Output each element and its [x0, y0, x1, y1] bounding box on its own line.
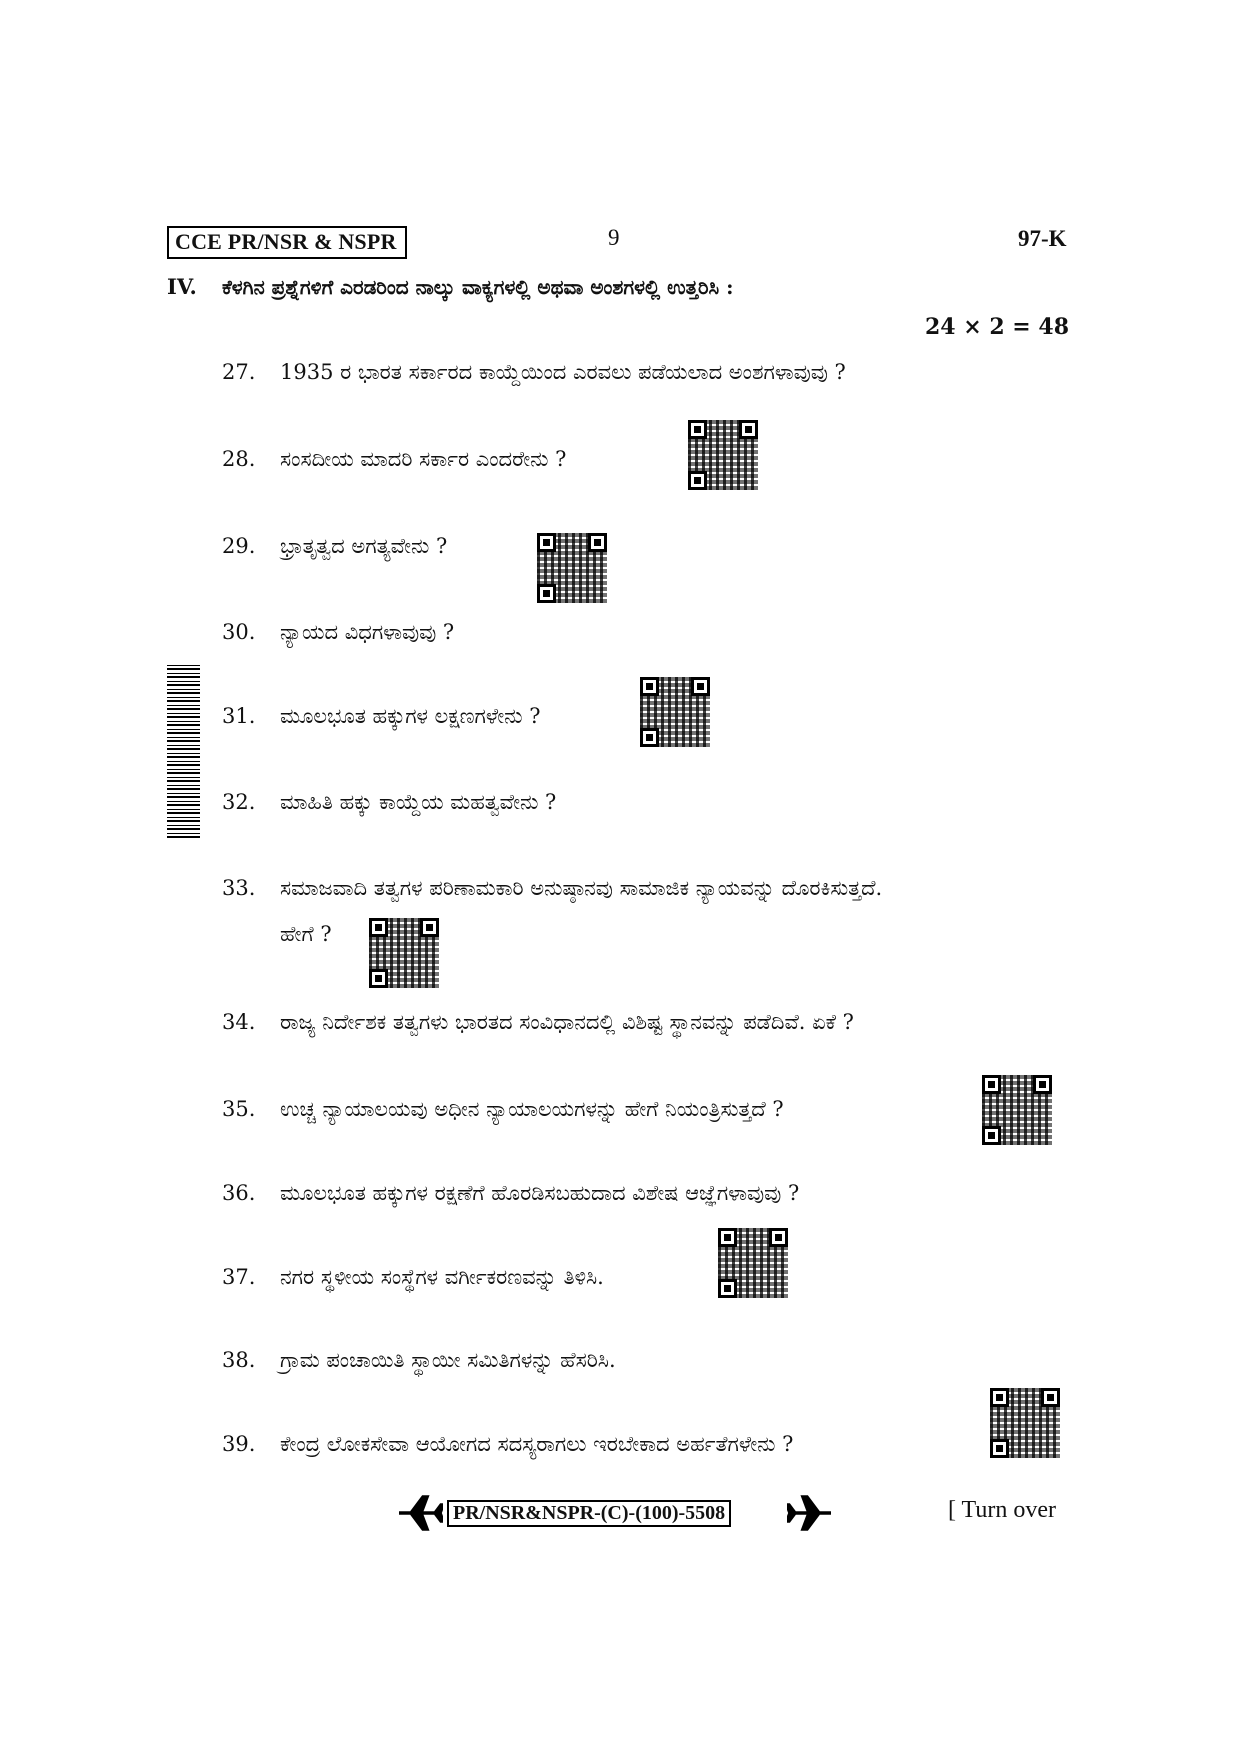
question-number: 29.	[222, 534, 256, 558]
question-number: 33.	[222, 876, 256, 900]
question-text: ಸಂಸದೀಯ ಮಾದರಿ ಸರ್ಕಾರ ಎಂದರೇನು ?	[280, 447, 567, 471]
question-39	[222, 1432, 793, 1457]
footer-code-box: PR/NSR&NSPR-(C)-(100)-5508	[447, 1500, 731, 1527]
question-number: 34.	[222, 1010, 256, 1034]
question-number: 30.	[222, 620, 256, 644]
question-30	[222, 620, 454, 645]
question-number: 28.	[222, 447, 256, 471]
question-35	[222, 1097, 784, 1122]
question-number: 32.	[222, 790, 256, 814]
question-text: ಮೂಲಭೂತ ಹಕ್ಕುಗಳ ಲಕ್ಷಣಗಳೇನು ?	[280, 704, 541, 728]
question-29	[222, 534, 447, 559]
question-text: ಭ್ರಾತೃತ್ವದ ಅಗತ್ಯವೇನು ?	[280, 534, 448, 558]
question-text: ನ್ಯಾಯದ ವಿಧಗಳಾವುವು ?	[280, 620, 455, 644]
qr-code-icon	[369, 918, 439, 988]
question-text: ಸಮಾಜವಾದಿ ತತ್ವಗಳ ಪರಿಣಾಮಕಾರಿ ಅನುಷ್ಠಾನವು ಸಾಮಾಜಿಕ ನ್ಯಾಯವನ್ನು ದೊರಕಿಸುತ್ತದೆ.	[280, 876, 883, 900]
question-38	[222, 1348, 616, 1373]
question-27	[222, 360, 846, 385]
qr-code-icon	[990, 1388, 1060, 1458]
section-instruction: ಕೆಳಗಿನ ಪ್ರಶ್ನೆಗಳಿಗೆ ಎರಡರಿಂದ ನಾಲ್ಕು ವಾಕ್ಯಗಳಲ್ಲಿ ಅಥವಾ ಅಂಶಗಳಲ್ಲಿ ಉತ್ತರಿಸಿ :	[222, 275, 734, 299]
question-number: 39.	[222, 1432, 256, 1456]
page-number: 9	[608, 225, 620, 250]
question-text: 1935 ರ ಭಾರತ ಸರ್ಕಾರದ ಕಾಯ್ದೆಯಿಂದ ಎರವಲು ಪಡೆಯಲಾದ ಅಂಶಗಳಾವುವು ?	[280, 360, 846, 384]
question-37	[222, 1265, 604, 1290]
turn-over-label: [ Turn over	[948, 1497, 1057, 1523]
airplane-icon	[787, 1493, 833, 1533]
qr-code-icon	[718, 1228, 788, 1298]
barcode-icon	[167, 662, 200, 838]
question-number: 27.	[222, 360, 256, 384]
question-number: 31.	[222, 704, 256, 728]
section-number: IV.	[167, 274, 197, 299]
question-text: ರಾಜ್ಯ ನಿರ್ದೇಶಕ ತತ್ವಗಳು ಭಾರತದ ಸಂವಿಧಾನದಲ್ಲಿ ವಿಶಿಷ್ಟ ಸ್ಥಾನವನ್ನು ಪಡೆದಿವೆ. ಏಕೆ ?	[280, 1010, 854, 1034]
qr-code-icon	[688, 420, 758, 490]
question-36	[222, 1181, 799, 1206]
airplane-icon	[397, 1493, 443, 1533]
question-number: 35.	[222, 1097, 256, 1121]
qr-code-icon	[982, 1075, 1052, 1145]
qr-code-icon	[640, 677, 710, 747]
question-33	[222, 876, 882, 901]
qr-code-icon	[537, 533, 607, 603]
question-28	[222, 447, 566, 472]
question-number: 36.	[222, 1181, 256, 1205]
section-marks: 24 × 2 = 48	[924, 314, 1069, 340]
exam-code-box: CCE PR/NSR & NSPR	[167, 226, 407, 259]
paper-code: 97-K	[1018, 226, 1067, 251]
question-text: ನಗರ ಸ್ಥಳೀಯ ಸಂಸ್ಥೆಗಳ ವರ್ಗೀಕರಣವನ್ನು ತಿಳಿಸಿ.	[280, 1265, 604, 1289]
question-text: ಉಚ್ಚ ನ್ಯಾಯಾಲಯವು ಅಧೀನ ನ್ಯಾಯಾಲಯಗಳನ್ನು ಹೇಗೆ ನಿಯಂತ್ರಿಸುತ್ತದೆ ?	[280, 1097, 784, 1121]
question-number: 37.	[222, 1265, 256, 1289]
question-text: ಕೇಂದ್ರ ಲೋಕಸೇವಾ ಆಯೋಗದ ಸದಸ್ಯರಾಗಲು ಇರಬೇಕಾದ ಅರ್ಹತೆಗಳೇನು ?	[280, 1432, 794, 1456]
question-33-continuation: ಹೇಗೆ ?	[280, 922, 332, 946]
question-32	[222, 790, 556, 815]
question-text: ಮಾಹಿತಿ ಹಕ್ಕು ಕಾಯ್ದೆಯ ಮಹತ್ವವೇನು ?	[280, 790, 557, 814]
question-text: ಮೂಲಭೂತ ಹಕ್ಕುಗಳ ರಕ್ಷಣೆಗೆ ಹೊರಡಿಸಬಹುದಾದ ವಿಶೇಷ ಆಜ್ಞೆಗಳಾವುವು ?	[280, 1181, 800, 1205]
question-34	[222, 1010, 854, 1035]
question-text: ಗ್ರಾಮ ಪಂಚಾಯಿತಿ ಸ್ಥಾಯೀ ಸಮಿತಿಗಳನ್ನು ಹೆಸರಿಸಿ.	[280, 1348, 616, 1372]
question-number: 38.	[222, 1348, 256, 1372]
question-31	[222, 704, 540, 729]
